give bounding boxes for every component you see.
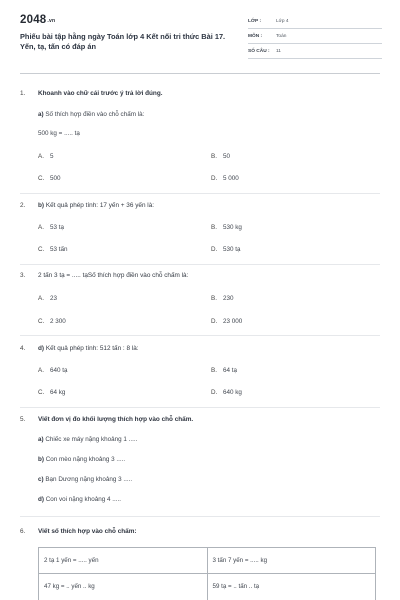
option-letter: C. [38, 246, 45, 253]
option-text: 53 tạ [50, 224, 65, 231]
option-letter: D. [211, 318, 218, 325]
option-letter: D. [211, 175, 218, 182]
option-b[interactable] [211, 153, 230, 160]
fill-item-b [38, 456, 125, 463]
subpart-prefix: a) [38, 111, 44, 118]
option-d[interactable] [211, 318, 242, 325]
option-text: 64 tạ [223, 367, 238, 374]
info-row-class [248, 14, 382, 29]
table-cell: 59 tạ = .. tấn .. tạ [212, 583, 260, 590]
question-number: 1. [20, 90, 26, 97]
fill-item-c [38, 476, 132, 483]
fill-item-d [38, 496, 121, 503]
item-prefix: c) [38, 476, 44, 483]
worksheet-title: Phiếu bài tập hằng ngày Toán lớp 4 Kết nối tri thức Bài 17. Yến, tạ, tấn có đáp án [20, 32, 226, 51]
logo-suffix: .vn [47, 18, 56, 24]
question-divider [20, 407, 380, 408]
option-text: 230 [223, 295, 234, 302]
option-c[interactable] [38, 175, 61, 182]
option-letter: A. [38, 153, 44, 160]
table-cell: 47 kg = .. yến .. kg [39, 574, 208, 600]
option-letter: C. [38, 175, 45, 182]
option-letter: A. [38, 224, 44, 231]
option-b[interactable] [211, 367, 237, 374]
table-row [39, 548, 375, 574]
option-a[interactable] [38, 153, 54, 160]
option-b[interactable] [211, 295, 234, 302]
option-letter: B. [211, 295, 217, 302]
info-value: Lớp 4 [276, 19, 289, 24]
option-text: 530 tạ [223, 246, 241, 253]
option-b[interactable] [211, 224, 242, 231]
question-body: Kết quả phép tính: 17 yến + 36 yến là: [45, 202, 155, 209]
question-number: 6. [20, 528, 26, 535]
option-d[interactable] [211, 175, 239, 182]
option-text: 5 [50, 153, 54, 160]
option-a[interactable] [38, 367, 68, 374]
question-text: Viết số thích hợp vào chỗ chấm: [38, 528, 137, 535]
question-number: 4. [20, 345, 26, 352]
info-row-count [248, 44, 382, 59]
question-text: Viết đơn vị đo khối lượng thích hợp vào chỗ chấm. [38, 416, 194, 423]
option-a[interactable] [38, 224, 64, 231]
option-text: 530 kg [223, 224, 242, 231]
option-letter: A. [38, 367, 44, 374]
header-divider [20, 73, 380, 74]
question-1-subpart [38, 111, 144, 118]
question-divider [20, 516, 380, 517]
table-row [39, 574, 375, 600]
site-logo[interactable] [20, 14, 55, 26]
option-letter: C. [38, 318, 45, 325]
table-cell: 3 tấn 7 yến = ..... kg [212, 557, 268, 564]
option-a[interactable] [38, 295, 57, 302]
question-text: 2 tấn 3 tạ = ..... tạSố thích hợp điền vào chỗ chấm là: [38, 272, 189, 279]
option-c[interactable] [38, 246, 68, 253]
question-body: Kết quả phép tính: 512 tấn : 8 là: [45, 345, 139, 352]
option-letter: A. [38, 295, 44, 302]
option-letter: B. [211, 224, 217, 231]
question-1-expression: 500 kg = ..... tạ [38, 130, 80, 137]
info-value: Toán [276, 34, 287, 39]
option-text: 500 [50, 175, 61, 182]
option-d[interactable] [211, 389, 242, 396]
question-divider [20, 264, 380, 265]
option-text: 23 [50, 295, 58, 302]
info-row-subject [248, 29, 382, 44]
question-number: 5. [20, 416, 26, 423]
fill-table [38, 547, 376, 600]
table-cell: 2 tạ 1 yến = ..... yến [39, 548, 208, 573]
option-letter: D. [211, 389, 218, 396]
item-prefix: a) [38, 436, 44, 443]
option-c[interactable] [38, 389, 65, 396]
info-value: 11 [276, 49, 281, 54]
option-text: 5 000 [223, 175, 239, 182]
option-text: 640 kg [223, 389, 242, 396]
question-divider [20, 193, 380, 194]
info-label: MÔN : [248, 34, 263, 39]
question-number: 2. [20, 202, 26, 209]
question-prefix: b) [38, 202, 45, 209]
subpart-text: Số thích hợp điền vào chỗ chấm là: [45, 111, 145, 118]
item-text: Chiếc xe máy nặng khoảng 1 ..... [45, 436, 138, 443]
option-text: 50 [223, 153, 231, 160]
option-c[interactable] [38, 318, 66, 325]
item-prefix: d) [38, 496, 44, 503]
info-label: LỚP : [248, 19, 262, 24]
question-divider [20, 335, 380, 336]
option-text: 640 tạ [50, 367, 68, 374]
option-text: 23 000 [223, 318, 243, 325]
option-text: 2 300 [50, 318, 66, 325]
option-letter: B. [211, 153, 217, 160]
item-text: Con voi nặng khoảng 4 ..... [45, 496, 121, 503]
question-text [38, 345, 378, 352]
question-prefix: d) [38, 345, 45, 352]
info-panel [248, 14, 382, 59]
option-letter: B. [211, 367, 217, 374]
item-text: Bạn Dương nặng khoảng 3 ..... [45, 476, 133, 483]
worksheet-header [20, 14, 382, 62]
fill-item-a [38, 436, 137, 443]
option-text: 53 tấn [50, 246, 68, 253]
question-text [38, 202, 378, 209]
item-text: Con mèo nặng khoảng 3 ..... [45, 456, 126, 463]
item-prefix: b) [38, 456, 44, 463]
info-label: SỐ CÂU : [248, 49, 270, 54]
option-letter: C. [38, 389, 45, 396]
question-number: 3. [20, 272, 26, 279]
question-text: Khoanh vào chữ cái trước ý trả lời đúng. [38, 90, 163, 97]
logo-text: 2048 [20, 14, 47, 26]
option-d[interactable] [211, 246, 241, 253]
option-text: 64 kg [50, 389, 66, 396]
option-letter: D. [211, 246, 218, 253]
